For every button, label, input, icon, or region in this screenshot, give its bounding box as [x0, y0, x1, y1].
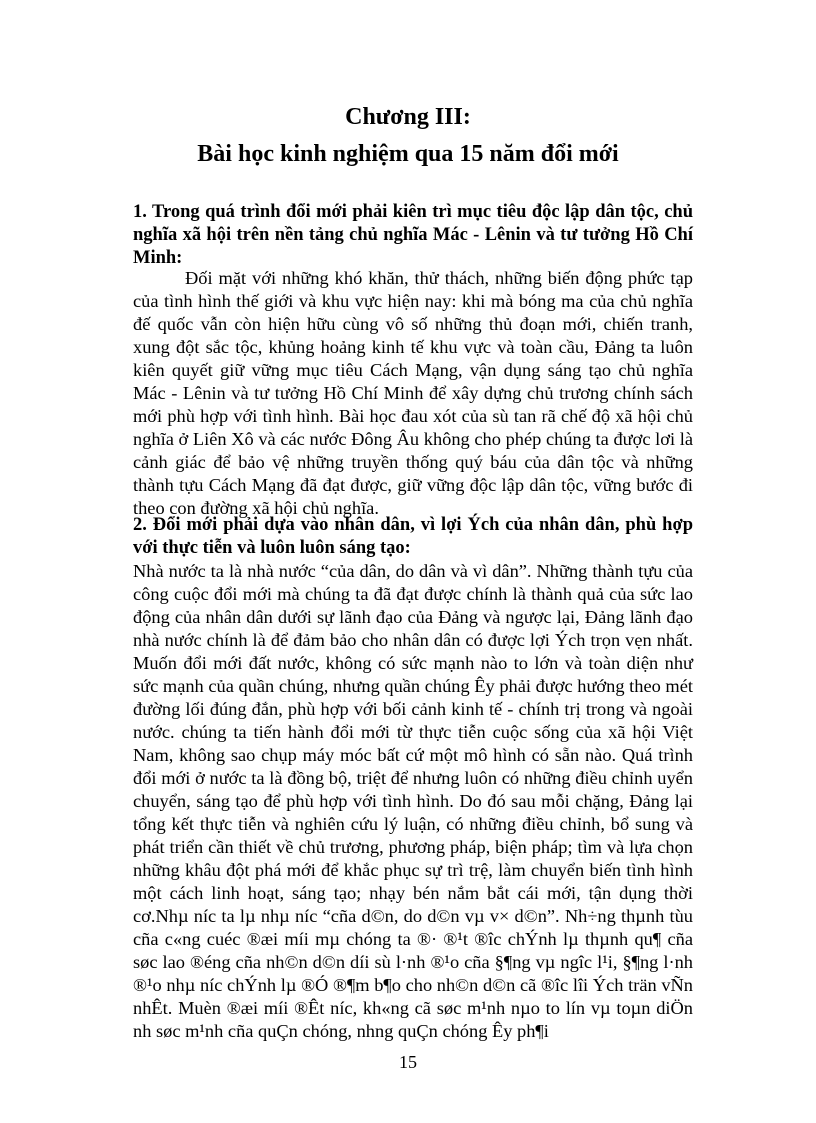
chapter-subtitle: Bài học kinh nghiệm qua 15 năm đổi mới	[197, 141, 619, 167]
section-2-body: Nhà nước ta là nhà nước “của dân, do dân và vì dân”. Những thành tựu của công cuộc đổi mới mà chúng ta đã đạt được chính là thành quả của sức lao động của nhân dân dưới sự lãnh đạo của Đảng và ngược lại, Đảng lãnh đạo nhà nước chính là để đảm bảo cho nhân dân có được lợi Ých trọn vẹn nhất. Muốn đổi mới đất nước, không có sức mạnh nào to lớn và toàn diện như sức mạnh của quần chúng, nhưng quần chúng Êy phải được hướng theo mét đường lối đúng đắn, phù hợp với bối cảnh kinh tế - chính trị trong và ngoài nước. chúng ta tiến hành đổi mới từ thực tiễn cuộc sống của xã hội Việt Nam, không sao chụp máy móc bất cứ một mô hình có sẵn nào. Quá trình đổi mới ở nước ta là đồng bộ, triệt để nhưng luôn có những điều chỉnh uyển chuyển, sáng tạo để phù hợp với tình hình. Do đó sau mỗi chặng, Đảng lại tổng kết thực tiễn và nghiên cứu lý luận, có những điều chỉnh, bổ sung và phát triển cần thiết về chủ trương, phương pháp, biện pháp; tìm và lựa chọn những khâu đột phá mới để khắc phục sự trì trệ, làm chuyển biến tình hình một cách linh hoạt, sáng tạo; nhạy bén nắm bắt cái mới, tận dụng thời cơ.Nhµ níc ta lµ nhµ níc “cña d©n, do d©n vµ v× d©n”. Nh÷ng thµnh tùu cña c«ng cuéc ®æi míi mµ chóng ta ®· ®¹t ®îc chÝnh lµ thµnh qu¶ cña søc lao ®éng cña nh©n d©n díi sù l·nh ®¹o cña §¶ng vµ ngîc l¹i, §¶ng l·nh ®¹o nhµ níc chÝnh lµ ®Ó ®¶m b¶o cho nh©n d©n cã ®îc lîi Ých trän vÑn nhÊt. Muèn ®æi míi ®Êt níc, kh«ng cã søc m¹nh nµo to lín vµ toµn diÖn nh søc m¹nh cña quÇn chóng, nhng quÇn chóng Êy ph¶i	[133, 561, 693, 1041]
chapter-title: Chương III:	[345, 104, 471, 130]
page-number: 15	[399, 1052, 417, 1072]
section-1-body: Đối mặt với những khó khăn, thử thách, những biến động phức tạp của tình hình thế giới và khu vực hiện nay: khi mà bóng ma của chủ nghĩa đế quốc vẫn còn hiện hữu cùng vô số những thủ đoạn mới, chiến tranh, xung đột sắc tộc, khủng hoảng kinh tế khu vực và toàn cầu, Đảng ta luôn kiên quyết giữ vững mục tiêu Cách Mạng, vận dụng sáng tạo chủ nghĩa Mác - Lênin và tư tưởng Hồ Chí Minh để xây dựng chủ trương chính sách mới phù hợp với tình hình. Bài học đau xót của sù tan rã chế độ xã hội chủ nghĩa ở Liên Xô và các nước Đông Âu không cho phép chúng ta được lơi là cảnh giác để bảo vệ những truyền thống quý báu của dân tộc và những thành tựu Cách Mạng đã đạt được, giữ vững độc lập dân tộc, vững bước đi theo con đường xã hội chủ nghĩa.	[133, 268, 693, 518]
section-2-heading: 2. Đổi mới phải dựa vào nhân dân, vì lợi Ých của nhân dân, phù hợp với thực tiễn và luôn luôn sáng tạo:	[133, 515, 693, 558]
section-1-heading: 1. Trong quá trình đổi mới phải kiên trì mục tiêu độc lập dân tộc, chủ nghĩa xã hội trên nền tảng chủ nghĩa Mác - Lênin và tư tưởng Hồ Chí Minh:	[133, 202, 693, 268]
